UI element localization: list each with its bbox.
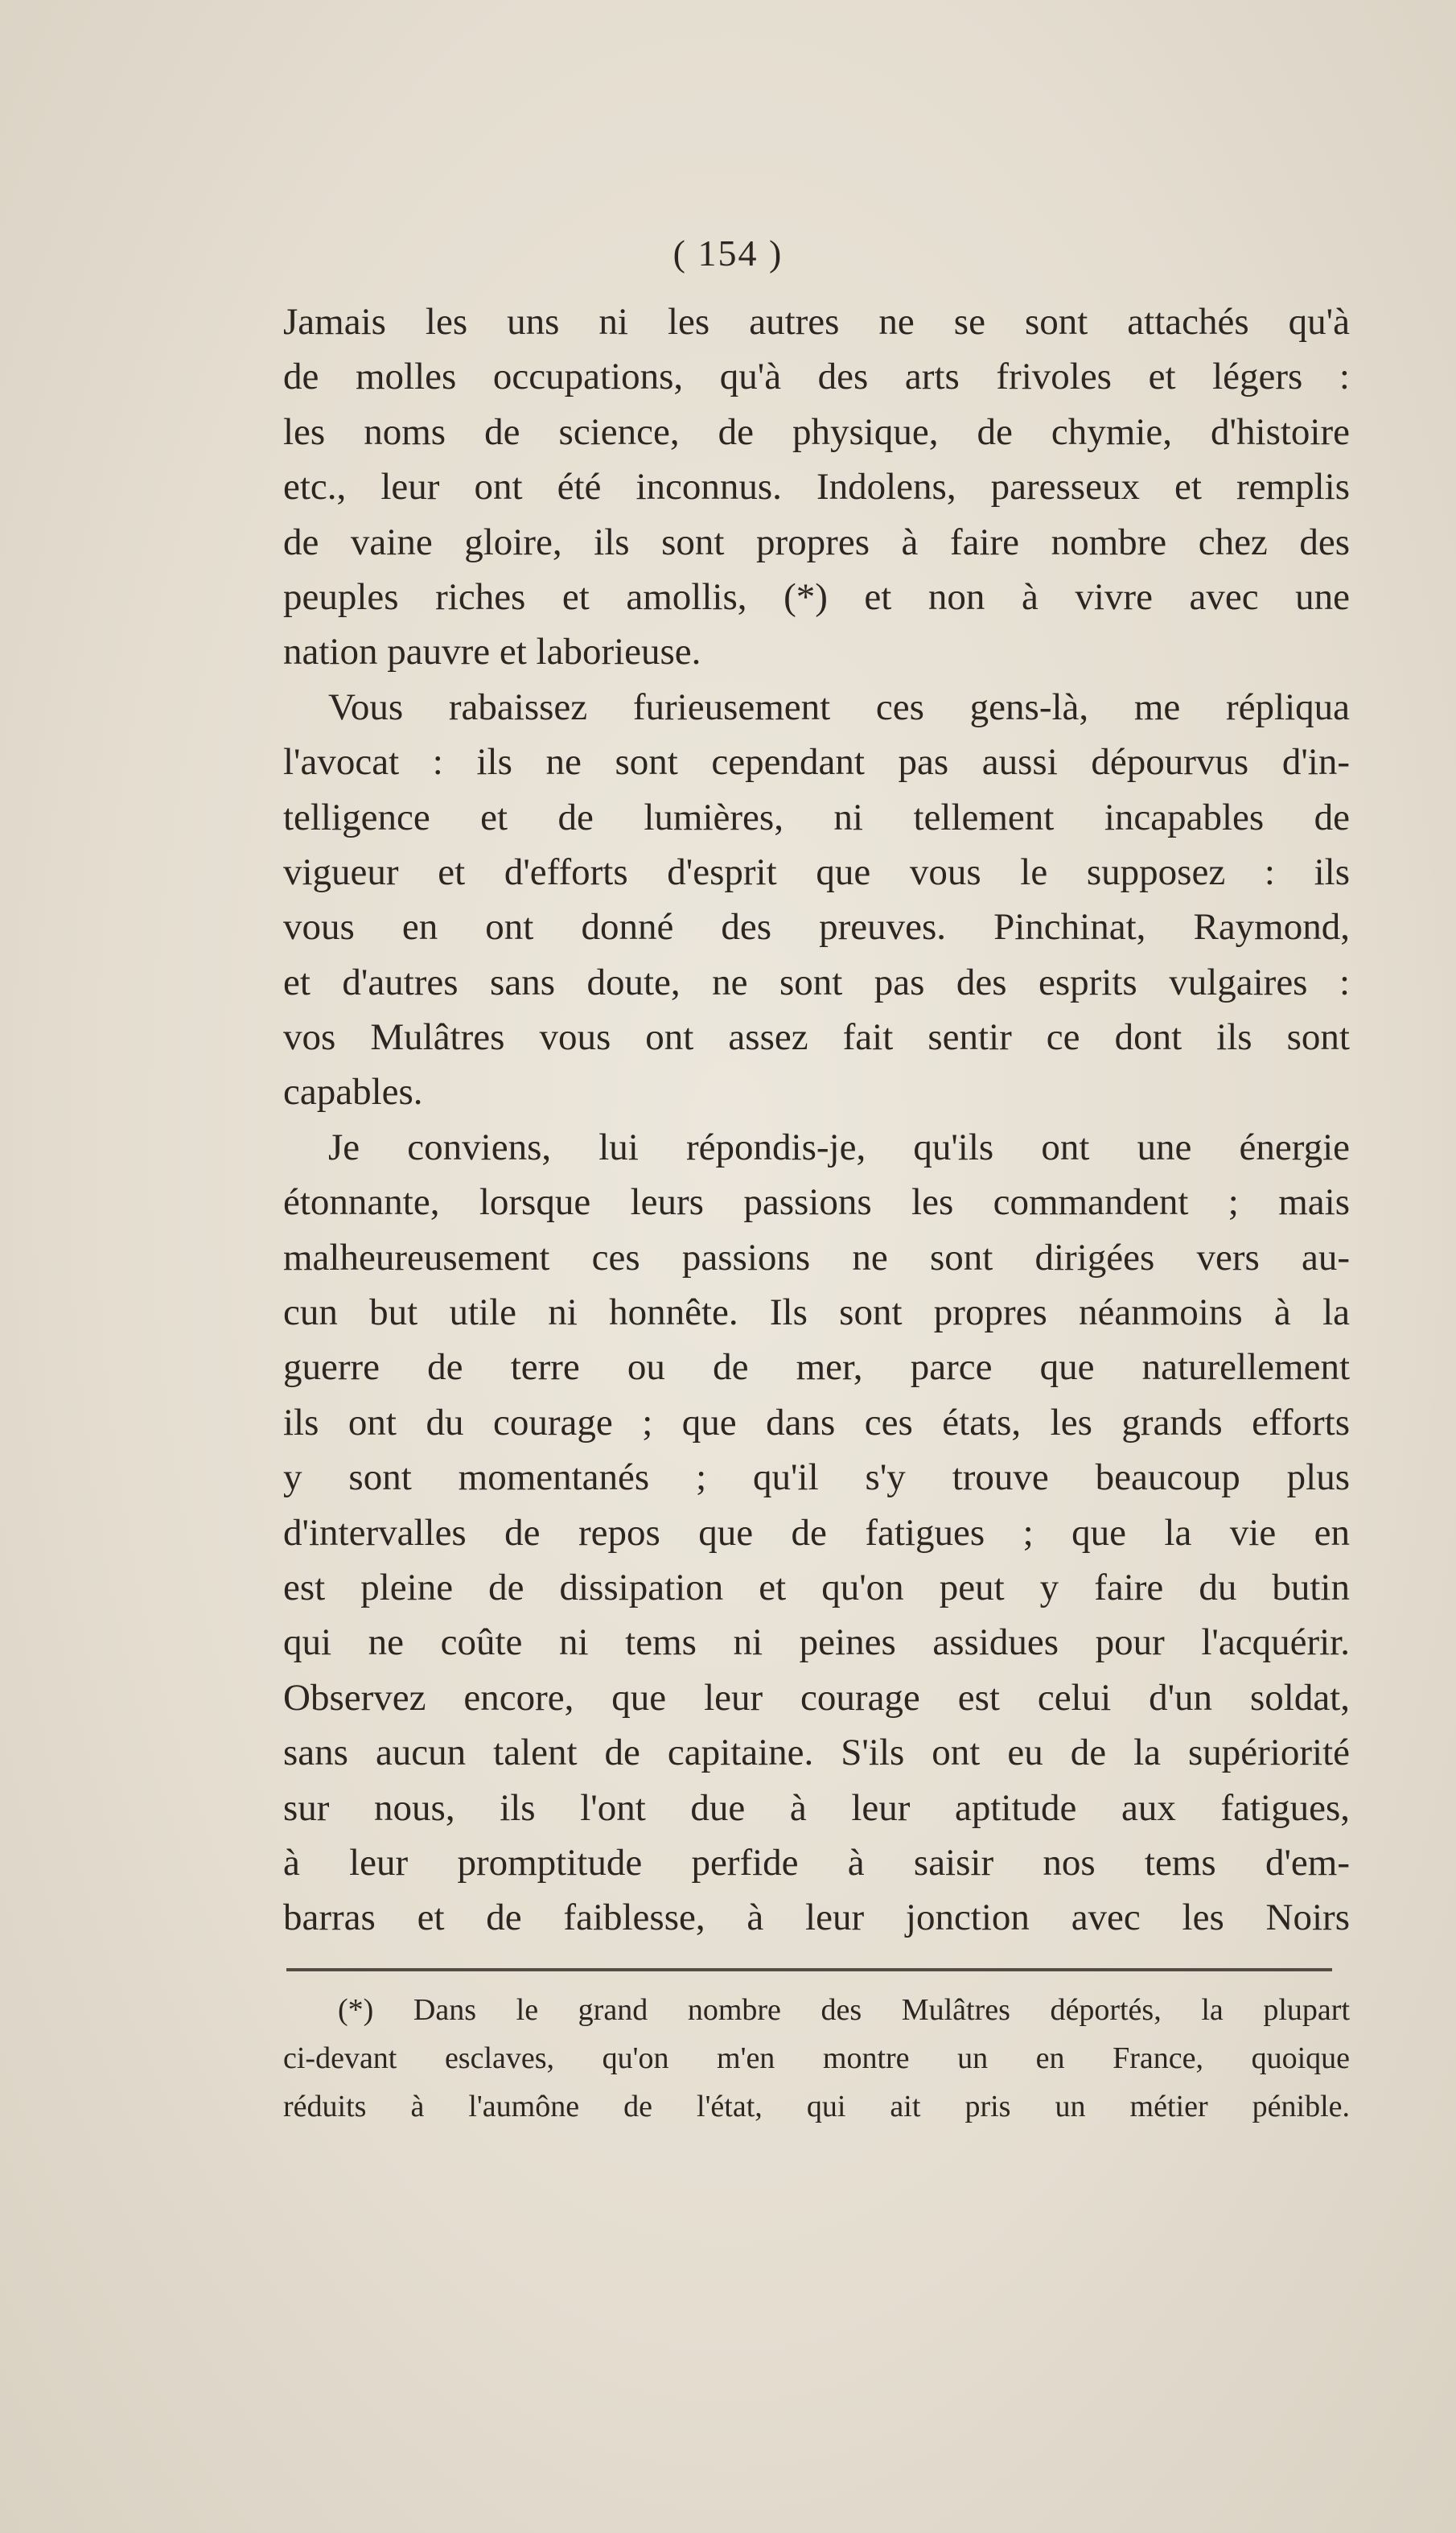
page-number: ( 154 ) — [672, 233, 784, 274]
text-line: nation pauvre et laborieuse. — [283, 631, 701, 673]
text-line: Vous rabaissez furieusement ces gens-là, me répliqua — [328, 686, 1350, 728]
text-line: vous en ont donné des preuves. Pinchinat, Raymond, — [283, 906, 1350, 949]
text-line: qui ne coûte ni tems ni peines assidues pour l'acquérir. — [283, 1621, 1350, 1664]
text-line: telligence et de lumières, ni tellement incapables de — [283, 796, 1350, 838]
text-line: sans aucun talent de capitaine. S'ils ont eu de la supériorité — [283, 1732, 1350, 1774]
text-line: vigueur et d'efforts d'esprit que vous le supposez : ils — [283, 851, 1350, 893]
text-line: y sont momentanés ; qu'il s'y trouve beaucoup plus — [283, 1456, 1350, 1499]
text-line: d'intervalles de repos que de fatigues ; que la vie en — [283, 1511, 1350, 1554]
text-line: sur nous, ils l'ont due à leur aptitude aux fatigues, — [283, 1786, 1350, 1829]
footnote — [283, 1986, 1350, 2131]
text-line: Je conviens, lui répondis-je, qu'ils ont une énergie — [328, 1126, 1350, 1168]
footnote-line: (*) Dans le grand nombre des Mulâtres déportés, la plupart — [338, 1993, 1350, 2027]
text-line: l'avocat : ils ne sont cependant pas aussi dépourvus d'in- — [283, 741, 1350, 784]
text-line: etc., leur ont été inconnus. Indolens, paresseux et remplis — [283, 466, 1350, 509]
text-line: capables. — [283, 1071, 423, 1114]
text-line: Jamais les uns ni les autres ne se sont attachés qu'à — [283, 301, 1350, 343]
text-line: les noms de science, de physique, de chymie, d'histoire — [283, 410, 1350, 453]
text-line: à leur promptitude perfide à saisir nos tems d'em- — [283, 1841, 1350, 1884]
text-line: ils ont du courage ; que dans ces états, les grands efforts — [283, 1401, 1350, 1444]
text-line: malheureusement ces passions ne sont dirigées vers au- — [283, 1236, 1350, 1279]
text-line: barras et de faiblesse, à leur jonction avec les Noirs — [283, 1897, 1350, 1939]
text-line: de molles occupations, qu'à des arts frivoles et légers : — [283, 356, 1350, 398]
footnote-divider — [286, 1968, 1332, 1971]
text-line: vos Mulâtres vous ont assez fait sentir ce dont ils sont — [283, 1016, 1350, 1059]
text-line: Observez encore, que leur courage est celui d'un soldat, — [283, 1676, 1350, 1719]
text-line: de vaine gloire, ils sont propres à faire nombre chez des — [283, 521, 1350, 563]
footnote-line: réduits à l'aumône de l'état, qui ait pris un métier pénible. — [283, 2090, 1350, 2123]
text-line: est pleine de dissipation et qu'on peut y faire du butin — [283, 1566, 1350, 1608]
text-line: cun but utile ni honnête. Ils sont propres néanmoins à la — [283, 1291, 1350, 1334]
footnote-line: ci-devant esclaves, qu'on m'en montre un en France, quoique — [283, 2041, 1350, 2075]
text-line: peuples riches et amollis, (*) et non à vivre avec une — [283, 575, 1350, 618]
body-text — [283, 294, 1350, 1946]
text-line: guerre de terre ou de mer, parce que naturellement — [283, 1346, 1350, 1389]
text-line: et d'autres sans doute, ne sont pas des esprits vulgaires : — [283, 961, 1350, 1003]
text-line: étonnante, lorsque leurs passions les commandent ; mais — [283, 1181, 1350, 1224]
